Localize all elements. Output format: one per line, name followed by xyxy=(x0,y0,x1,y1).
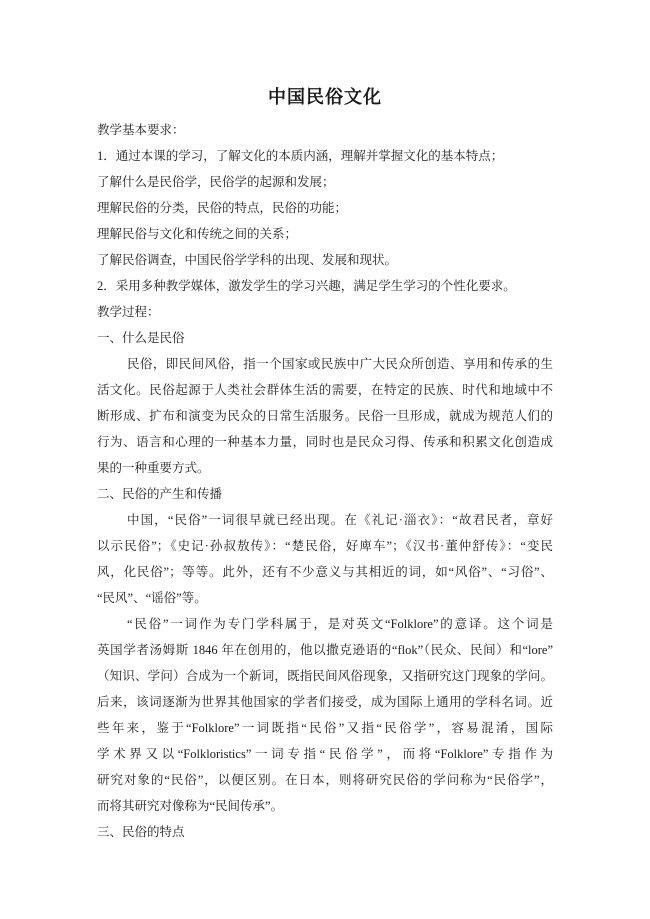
text-line: “民风”、“谣俗”等。 xyxy=(97,591,207,605)
text-line: 行为、语言和心理的一种基本力量，同时也是民众习得、传承和积累文化创造成 xyxy=(97,435,553,449)
text-line: 2．采用多种教学媒体，激发学生的学习兴趣，满足学生学习的个性化要求。 xyxy=(97,279,516,293)
text-line: 教学过程： xyxy=(97,305,160,319)
text-line: 果的一种重要方式。 xyxy=(97,461,210,475)
text-line: 理解民俗的分类，民俗的特点，民俗的功能； xyxy=(97,201,348,215)
text-line: 三、民俗的特点 xyxy=(97,825,185,839)
text-line: 一、什么是民俗 xyxy=(97,331,185,345)
text-line: 民俗，即民间风俗，指一个国家或民族中广大民众所创造、享用和传承的生 xyxy=(127,357,553,371)
text-line: 英国学者汤姆斯 1846 年在创用的，他以撒克逊语的“flok”（民众、民间）和“lore” xyxy=(97,643,553,657)
text-line: 研究对象的“民俗”，以便区别。在日本，则将研究民俗的学问称为“民俗学”， xyxy=(97,773,553,787)
text-line: 了解什么是民俗学，民俗学的起源和发展； xyxy=(97,175,335,189)
text-line: 二、民俗的产生和传播 xyxy=(97,487,223,501)
text-line: 中国，“民俗”一词很早就已经出现。在《礼记·淄衣》：“故君民者，章好 xyxy=(127,513,553,527)
text-line: 了解民俗调查，中国民俗学学科的出现、发展和现状。 xyxy=(97,253,398,267)
text-line: 学术界又以“Folkloristics”一词专指“民俗学”，而将“Folklore”专指作为 xyxy=(97,747,553,761)
text-line: “民俗”一词作为专门学科属于，是对英文“Folklore”的意译。这个词是 xyxy=(127,617,553,631)
text-line: 理解民俗与文化和传统之间的关系； xyxy=(97,227,298,241)
text-line: 教学基本要求： xyxy=(97,123,185,137)
document-body xyxy=(97,117,553,845)
text-line: 活文化。民俗起源于人类社会群体生活的需要，在特定的民族、时代和地域中不 xyxy=(97,383,553,397)
document-title: 中国民俗文化 xyxy=(268,87,382,107)
text-line: 1．通过本课的学习，了解文化的本质内涵，理解并掌握文化的基本特点； xyxy=(97,149,504,163)
text-line: 而将其研究对像称为“民间传承”。 xyxy=(97,799,284,813)
text-line: 断形成、扩布和演变为民众的日常生活服务。民俗一旦形成，就成为规范人们的 xyxy=(97,409,553,423)
text-line: 些年来，鉴于“Folklore”一词既指“民俗”又指“民俗学”，容易混淆，国际 xyxy=(97,721,553,735)
text-line: 风，化民俗”；等等。此外，还有不少意义与其相近的词，如“风俗”、“习俗”、 xyxy=(97,565,553,579)
text-line: 以示民俗”；《史记·孙叔敖传》：“楚民俗，好庳车”；《汉书·董仲舒传》：“变民 xyxy=(97,539,553,553)
text-line: 后来，该词逐渐为世界其他国家的学者们接受，成为国际上通用的学科名词。近 xyxy=(97,695,553,709)
text-line: （知识、学问）合成为一个新词，既指民间风俗现象，又指研究这门现象的学问。 xyxy=(97,669,553,683)
